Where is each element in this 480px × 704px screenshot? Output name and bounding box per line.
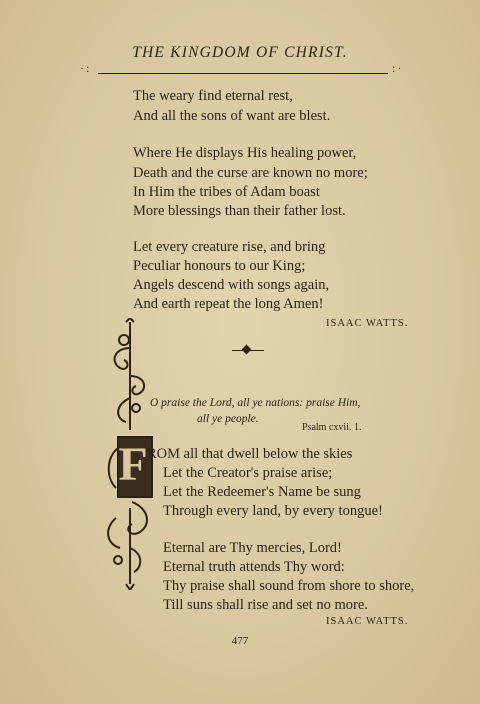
hymn1-line: Angels descend with songs again, [133, 277, 330, 293]
hymn1-line: Let every creature rise, and bring [133, 239, 326, 255]
hymn2-line: Till suns shall rise and set no more. [163, 597, 368, 613]
epigraph-line: O praise the Lord, all ye nations: praise Him, [150, 397, 361, 409]
hymn2-attribution: ISAAC WATTS. [326, 616, 409, 627]
hymn1-line: Where He displays His healing power, [133, 145, 357, 161]
epigraph-reference: Psalm cxvii. 1. [302, 422, 362, 433]
hymn2-line: Eternal truth attends Thy word: [163, 559, 345, 575]
hymn1-line: Peculiar honours to our King; [133, 258, 306, 274]
hymn2-line: Eternal are Thy mercies, Lord! [163, 540, 342, 556]
hymn1-line: And earth repeat the long Amen! [133, 296, 324, 312]
hymn2-line: Let the Redeemer's Name be sung [163, 484, 361, 500]
hymn1-line: The weary find eternal rest, [133, 88, 293, 104]
section-divider-diamond [242, 345, 252, 355]
hymn1-line: Death and the curse are known no more; [133, 165, 368, 181]
rule-ornament-left: ·: [80, 61, 92, 75]
hymn1-line: In Him the tribes of Adam boast [133, 184, 320, 200]
hymn1-line: More blessings than their father lost. [133, 203, 346, 219]
page-number: 477 [231, 635, 249, 647]
hymn2-line: Through every land, by every tongue! [163, 503, 383, 519]
hymn2-line: Thy praise shall sound from shore to shore, [163, 578, 415, 594]
rule-ornament-right: :· [392, 61, 404, 75]
hymn2-line: Let the Creator's praise arise; [163, 465, 333, 481]
dropcap-letter: F [118, 438, 148, 491]
hymn1-line: And all the sons of want are blest. [133, 108, 331, 124]
epigraph-line: all ye people. [197, 413, 259, 425]
header-rule [98, 73, 388, 74]
hymn1-attribution: ISAAC WATTS. [326, 318, 409, 329]
page-title: THE KINGDOM OF CHRIST. [132, 44, 348, 61]
hymn2-line: ROM all that dwell below the skies [147, 446, 353, 462]
